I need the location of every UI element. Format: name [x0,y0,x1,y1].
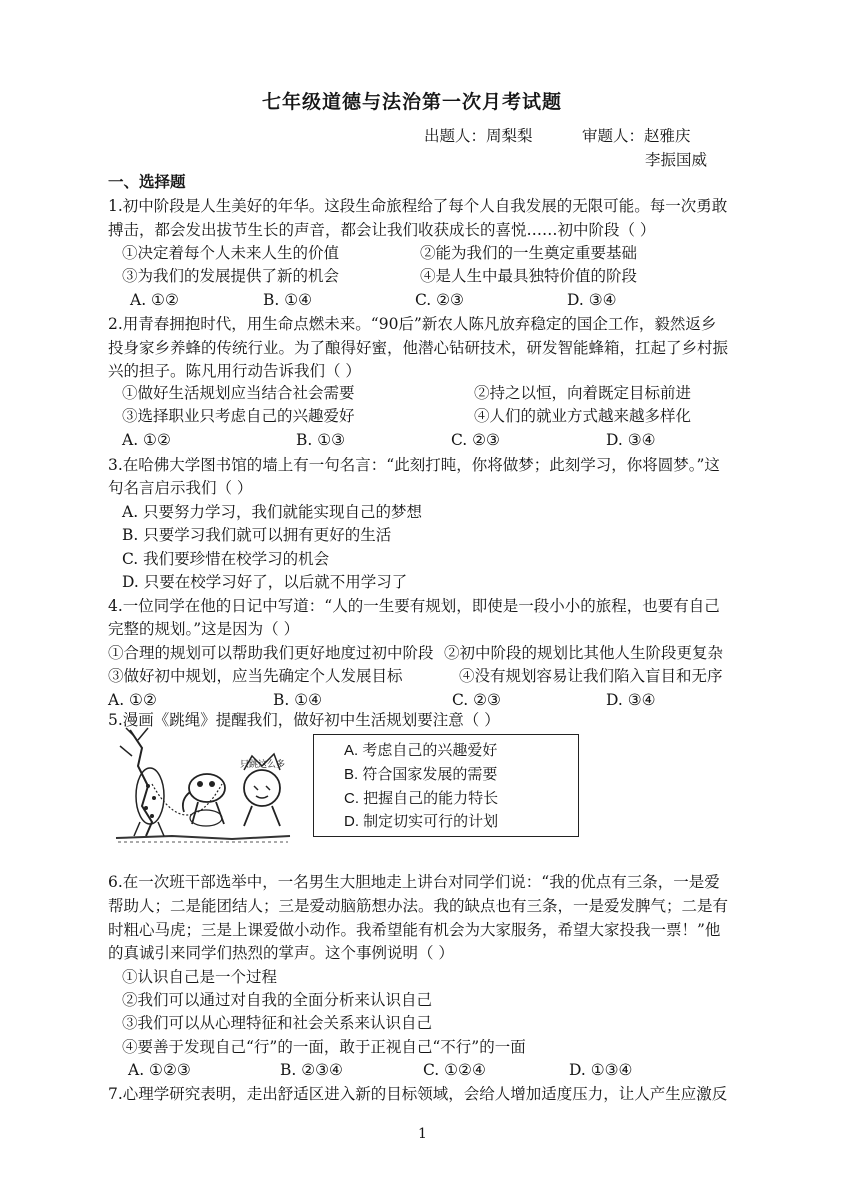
q3-option-a: A. 只要努力学习，我们就能实现自己的梦想 [122,503,423,521]
q1-statement-2: ②能为我们的一生奠定重要基础 [420,244,638,262]
q6-stem-line1: 6.在一次班干部选举中，一名男生大胆地走上讲台对同学们说：“我的优点有三条，一是爱 [108,873,720,891]
q2-statement-2: ②持之以恒，向着既定目标前进 [474,384,692,402]
q4-stem-line2: 完整的规划。”这是因为（ ） [108,620,300,638]
q4-option-d: D. ③④ [606,691,656,709]
reviewer-name-2: 李振国威 [645,151,708,169]
q1-stem-line1: 1.初中阶段是人生美好的年华。这段生命旅程给了每个人自我发展的无限可能。每一次勇敢 [108,197,728,215]
q1-option-b: B. ①④ [263,291,313,309]
q4-option-b: B. ①④ [273,691,323,709]
q2-option-d: D. ③④ [606,431,656,449]
q5-options-box [313,734,579,837]
q4-option-a: A. ①② [108,691,157,709]
q1-stem-line2: 搏击，都会发出拔节生长的声音，都会让我们收获成长的喜悦……初中阶段（ ） [108,221,656,239]
q2-stem-line3: 兴的担子。陈凡用行动告诉我们（ ） [108,362,361,380]
q5-option-d: D. 制定切实可行的计划 [344,813,499,830]
q2-statement-3: ③选择职业只考虑自己的兴趣爱好 [122,407,355,425]
q3-option-c: C. 我们要珍惜在校学习的机会 [122,550,330,568]
q2-statement-4: ④人们的就业方式越来越多样化 [474,407,692,425]
q2-option-a: A. ①② [122,431,171,449]
q5-option-a: A. 考虑自己的兴趣爱好 [344,742,498,759]
q3-option-d: D. 只要在校学习好了，以后就不用学习了 [122,573,408,591]
q4-statement-1: ①合理的规划可以帮助我们更好地度过初中阶段 [108,644,434,662]
page-number: 1 [418,1126,427,1142]
q5-option-c: C. 把握自己的能力特长 [344,790,499,807]
q6-stem-line3: 时粗心马虎；三是上课爱做小动作。我希望能有机会为大家服务，希望大家投我一票！”他 [108,921,721,939]
q1-option-d: D. ③④ [567,291,617,309]
q5-stem-line1: 5.漫画《跳绳》提醒我们，做好初中生活规划要注意（ ） [108,711,500,729]
q6-option-a: A. ①②③ [128,1061,191,1079]
q6-option-d: D. ①③④ [569,1061,633,1079]
q4-stem-line1: 4.一位同学在他的日记中写道：“人的一生要有规划，即使是一段小小的旅程，也要有自己 [108,597,720,615]
q6-stem-line4: 的真诚引来同学们热烈的掌声。这个事例说明（ ） [108,944,454,962]
q7-stem-line1: 7.心理学研究表明，走出舒适区进入新的目标领域，会给人增加适度压力，让人产生应激反 [108,1085,728,1103]
q3-stem-line2: 句名言启示我们（ ） [108,479,253,497]
q5-option-b: B. 符合国家发展的需要 [344,766,498,783]
q6-option-b: B. ②③④ [280,1061,343,1079]
jump-rope-cartoon [112,726,294,852]
q4-statement-3: ③做好初中规划，应当先确定个人发展目标 [108,667,403,685]
q3-stem-line1: 3.在哈佛大学图书馆的墙上有一句名言：“此刻打盹，你将做梦；此刻学习，你将圆梦。”这 [108,456,720,474]
page-title: 七年级道德与法治第一次月考试题 [262,91,563,113]
q6-statement-4: ④要善于发现自己“行”的一面，敢于正视自己“不行”的一面 [122,1038,526,1056]
q6-statement-1: ①认识自己是一个过程 [122,968,278,986]
section-heading: 一、选择题 [108,172,186,191]
q6-option-c: C. ①②④ [423,1061,486,1079]
q6-statement-3: ③我们可以从心理特征和社会关系来认识自己 [122,1014,433,1032]
q1-option-c: C. ②③ [415,291,464,309]
cartoon-drawing [112,726,294,852]
q1-statement-1: ①决定着每个人未来人生的价值 [122,244,340,262]
q4-statement-2: ②初中阶段的规划比其他人生阶段更复杂 [444,644,724,662]
q1-statement-3: ③为我们的发展提供了新的机会 [122,267,340,285]
q4-option-c: C. ②③ [452,691,501,709]
setter-name: 出题人：周梨梨 [424,127,533,145]
q1-option-a: A. ①② [130,291,179,309]
cartoon-caption: 只跳这么多 [240,760,286,770]
reviewer-name: 审题人：赵雅庆 [582,127,691,145]
q2-statement-1: ①做好生活规划应当结合社会需要 [122,384,355,402]
q4-statement-4: ④没有规划容易让我们陷入盲目和无序 [459,667,723,685]
q2-option-b: B. ①③ [296,431,346,449]
q6-statement-2: ②我们可以通过对自我的全面分析来认识自己 [122,991,433,1009]
q2-stem-line1: 2.用青春拥抱时代，用生命点燃未来。“90后”新农人陈凡放弃稳定的国企工作，毅然返乡 [108,315,717,333]
q3-option-b: B. 只要学习我们就可以拥有更好的生活 [122,526,392,544]
q6-stem-line2: 帮助人；二是能团结人；三是爱动脑筋想办法。我的缺点也有三条，一是爱发脾气；二是有 [108,897,729,915]
q1-statement-4: ④是人生中最具独特价值的阶段 [420,267,638,285]
q2-option-c: C. ②③ [451,431,500,449]
q2-stem-line2: 投身家乡养蜂的传统行业。为了酿得好蜜，他潜心钻研技术，研发智能蜂箱，扛起了乡村振 [108,339,729,357]
